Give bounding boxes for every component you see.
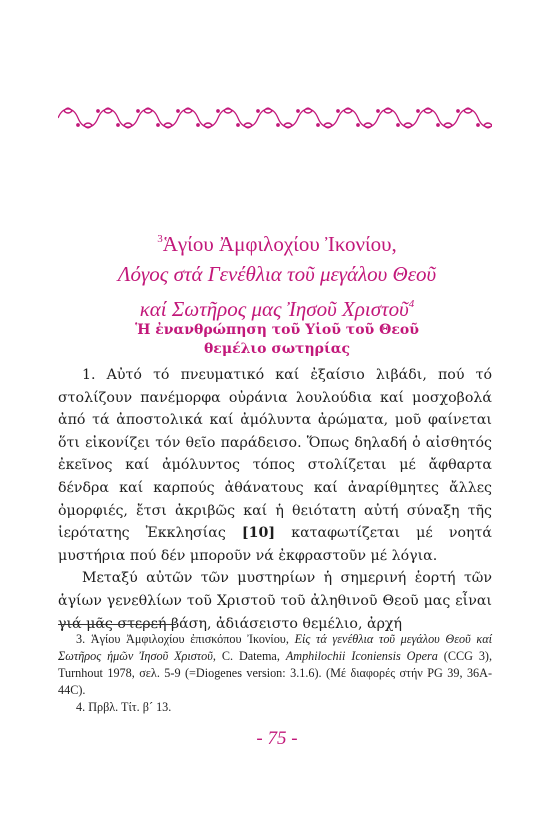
ornament-dot (317, 124, 319, 126)
title-line-3: καί Σωτῆρος μας Ἰησοῦ Χριστοῦ$^4$ (139, 297, 415, 321)
ornament-dot (377, 110, 379, 112)
decorative-ornament-band (58, 103, 492, 133)
section-heading (40, 321, 514, 359)
ornament-dot (157, 124, 159, 126)
title-line-1: $^3$Ἁγίου Ἀμφιλοχίου Ἰκονίου, (157, 232, 397, 256)
footnote-3: 3. Ἁγίου Ἀμφιλοχίου ἐπισκόπου Ἰκονίου, Εἰς τά γενέθλια τοῦ μεγάλου Θεοῦ καί Σωτῆρος ἡμῶν Ἰησοῦ Χριστοῦ, C. Datema, Amphilochii Iconiensis Opera (CCG 3), Turnhout 1978, σελ. 5-9 (=Diogenes version: 3.1.6). (Μέ διαφορές στήν PG 39, 36A-44C). (58, 632, 493, 697)
body-text (58, 364, 492, 635)
page-number: - 75 - (256, 728, 298, 749)
ornament-dot (117, 124, 119, 126)
ornament-dot (97, 110, 99, 112)
ornament-dot (357, 124, 359, 126)
title-line-2: Λόγος στά Γενέθλια τοῦ μεγάλου Θεοῦ (117, 262, 437, 286)
footnote-marker-4: 4 (408, 298, 415, 310)
ornament-dot (77, 124, 79, 126)
ornament-dot (137, 110, 139, 112)
paragraph-2: Μεταξύ αὐτῶν τῶν μυστηρίων ἡ σημερινή ἑορτή τῶν ἁγίων γενεθλίων τοῦ Χριστοῦ τοῦ ἀληθινοῦ Θεοῦ μας εἶναι γιά μᾶς στερεή βάση, ἀδιάσειστο θεμέλιο, ἀρχή (58, 570, 492, 632)
page-reference: [10] (241, 525, 276, 542)
ornament-dot (257, 110, 259, 112)
footnote-marker-3: 3 (157, 233, 163, 245)
ornament-dot (237, 124, 239, 126)
ornament-dot (217, 110, 219, 112)
ornament-wave (58, 109, 492, 127)
footnotes (58, 631, 492, 716)
chapter-title (40, 224, 514, 324)
ornament-dot (197, 124, 199, 126)
footnote-divider (58, 624, 176, 625)
paragraph-1: 1. Αὐτό τό πνευματικό καί ἐξαίσιο λιβάδι, πού τό στολίζουν πανέμορφα οὐράνια λουλούδια καί μοσχοβολά ἀπό τά ἀποστολικά καί ἀμόλυντα ἀρώματα, μοῦ φαίνεται ὅτι εἰκονίζει τόν θεῖο παράδεισο. Ὅπως δηλαδή ὁ αἰσθητός ἐκεῖνος καί ἀμόλυντος τόπος στολίζεται μέ ἄφθαρτα δένδρα καί καρπούς ἀθάνατους καί ἀναρίθμητες ἄλλες ὀμορφιές, ἔτσι ἀκριβῶς καί ἡ θειότατη αὐτή σύναξη τῆς ἱερότατης Ἐκκλησίας [10] καταφωτίζεται μέ νοητά μυστήρια πού δέν μποροῦν νά ἐκφραστοῦν μέ λόγια. (58, 367, 492, 564)
section-heading-line-2: θεμέλιο σωτηρίας (203, 341, 351, 357)
ornament-dot (277, 124, 279, 126)
footnote-4: 4. Πρβλ. Τίτ. β´ 13. (76, 700, 172, 714)
ornament-dot (477, 124, 479, 126)
ornament-dot (397, 124, 399, 126)
ornament-dot (417, 110, 419, 112)
section-heading-line-1: Ἡ ἐνανθρώπηση τοῦ Υἱοῦ τοῦ Θεοῦ (135, 322, 419, 338)
ornament-dot (177, 110, 179, 112)
ornament-dot (437, 124, 439, 126)
ornament-dot (337, 110, 339, 112)
ornament-dot (457, 110, 459, 112)
ornament-dot (297, 110, 299, 112)
